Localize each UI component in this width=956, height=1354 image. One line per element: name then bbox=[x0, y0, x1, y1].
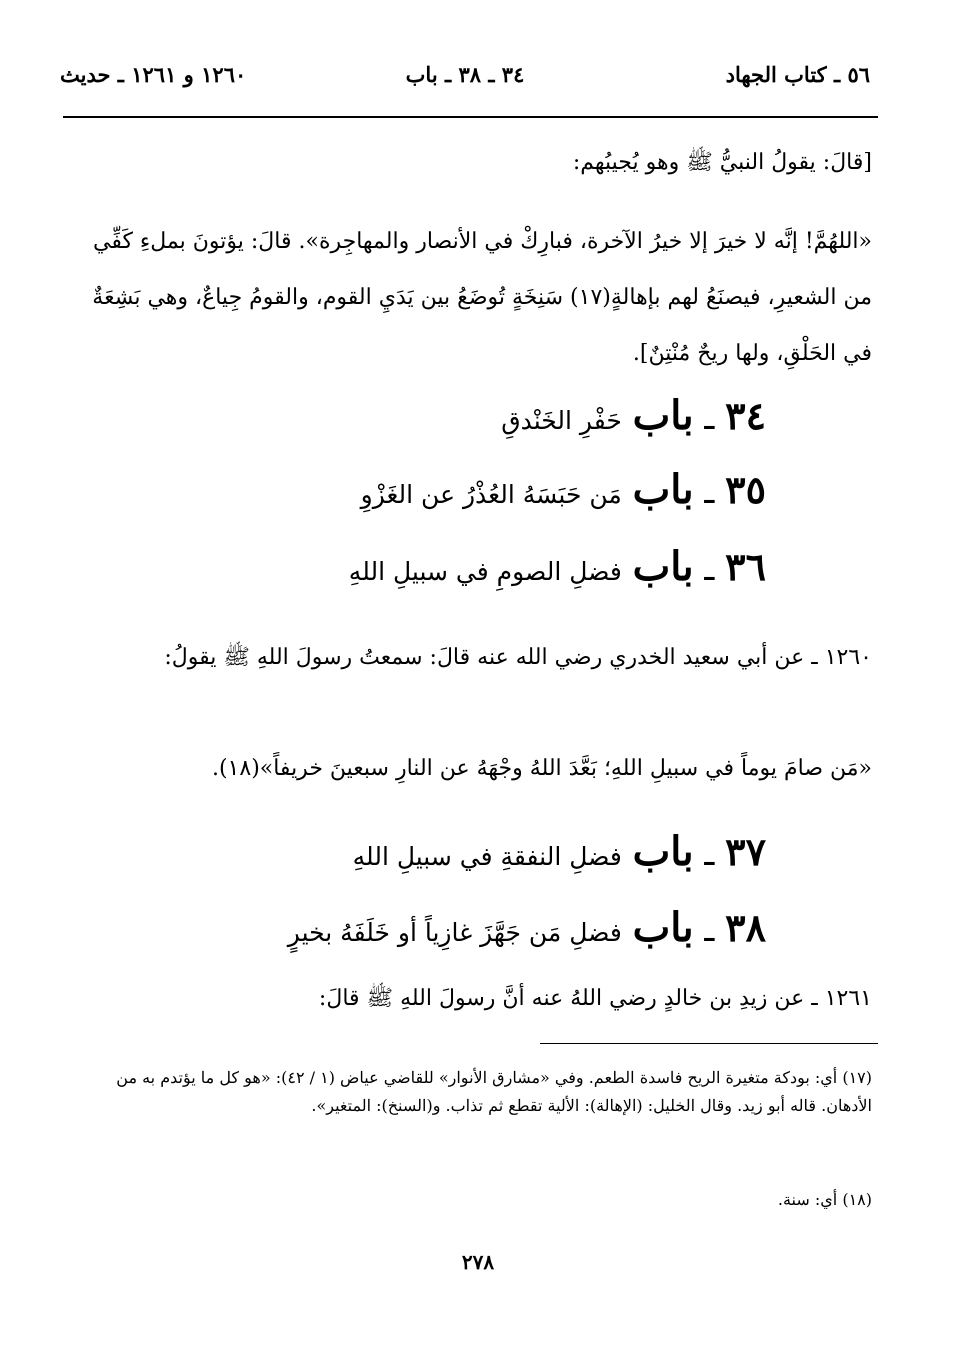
chapter-number: ٣٦ bbox=[725, 544, 766, 589]
page-number: ٢٧٨ bbox=[461, 1250, 495, 1274]
header-book-title: ٥٦ ـ كتاب الجهاد bbox=[725, 62, 870, 87]
chapter-heading-35: ٣٥ ـ باب مَن حَبَسَهُ العُذْرُ عن الغَزْوِ bbox=[360, 466, 766, 513]
paragraph-intro: [قالَ: يقولُ النبيُّ ﷺ وهو يُجيبُهم: bbox=[572, 150, 872, 175]
chapter-number: ٣٧ bbox=[725, 829, 766, 874]
chapter-heading-34: ٣٤ ـ باب حَفْرِ الخَنْدقِ bbox=[501, 392, 766, 439]
chapter-title: حَفْرِ الخَنْدقِ bbox=[501, 406, 622, 435]
footnote-divider bbox=[540, 1043, 878, 1044]
chapter-number: ٣٤ bbox=[725, 393, 766, 438]
header-chapter-range: ٣٤ ـ ٣٨ ـ باب bbox=[405, 62, 525, 87]
hadith-1260-quote: «مَن صامَ يوماً في سبيلِ اللهِ؛ بَعَّدَ اللهُ وجْهَهُ عن النارِ سبعينَ خريفاً»(١٨). bbox=[211, 756, 872, 781]
chapter-title: فضلِ النفقةِ في سبيلِ اللهِ bbox=[352, 842, 622, 871]
chapter-number: ٣٨ bbox=[725, 905, 766, 950]
chapter-heading-38: ٣٨ ـ باب فضلِ مَن جَهَّزَ غازِياً أو خَلَفَهُ بخيرٍ bbox=[287, 904, 766, 951]
chapter-number: ٣٥ bbox=[725, 467, 766, 512]
header-divider bbox=[63, 116, 878, 118]
header-hadith-range: ١٢٦٠ و ١٢٦١ ـ حديث bbox=[60, 62, 247, 87]
hadith-1261-narration: ١٢٦١ ـ عن زيدِ بن خالدٍ رضي اللهُ عنه أنَّ رسولَ اللهِ ﷺ قالَ: bbox=[318, 986, 872, 1011]
chapter-word: باب bbox=[632, 543, 694, 590]
paragraph-hadith-text: «اللهُمَّ! إنَّه لا خيرَ إلا خيرُ الآخرة، فبارِكْ في الأنصار والمهاجِرة». قالَ: يؤتونَ بملءِ كَفِّي من الشعيرِ، فيصنَعُ لهم بإهالةٍ(١٧) سَنِخَةٍ تُوضَعُ بين يَدَيِ القوم، والقومُ جِياعٌ، وهي بَشِعَةٌ في الحَلْقِ، ولها ريحٌ مُنْتِنٌ]. bbox=[92, 229, 872, 366]
chapter-word: باب bbox=[632, 904, 694, 951]
chapter-word: باب bbox=[632, 466, 694, 513]
hadith-1260-narration: ١٢٦٠ ـ عن أبي سعيد الخدري رضي الله عنه قالَ: سمعتُ رسولَ اللهِ ﷺ يقولُ: bbox=[164, 645, 872, 670]
running-header bbox=[60, 62, 870, 96]
chapter-heading-37: ٣٧ ـ باب فضلِ النفقةِ في سبيلِ اللهِ bbox=[352, 828, 766, 875]
footnote-18: (١٨) أي: سنة. bbox=[777, 1190, 872, 1209]
chapter-title: فضلِ مَن جَهَّزَ غازِياً أو خَلَفَهُ بخيرٍ bbox=[287, 918, 622, 947]
chapter-title: مَن حَبَسَهُ العُذْرُ عن الغَزْوِ bbox=[360, 480, 622, 509]
footnote-17: (١٧) أي: بودكة متغيرة الريح فاسدة الطعم. وفي «مشارق الأنوار» للقاضي عياض (١ / ٤٢): «هو كل ما يؤتدم به من الأدهان. قاله أبو زيد. وقال الخليل: (الإهالة): الألية تقطع ثم تذاب. و(السنخ): المتغير». bbox=[116, 1068, 872, 1115]
chapter-title: فضلِ الصومِ في سبيلِ اللهِ bbox=[348, 557, 622, 586]
chapter-word: باب bbox=[632, 828, 694, 875]
chapter-heading-36: ٣٦ ـ باب فضلِ الصومِ في سبيلِ اللهِ bbox=[348, 543, 766, 590]
chapter-word: باب bbox=[632, 392, 694, 439]
